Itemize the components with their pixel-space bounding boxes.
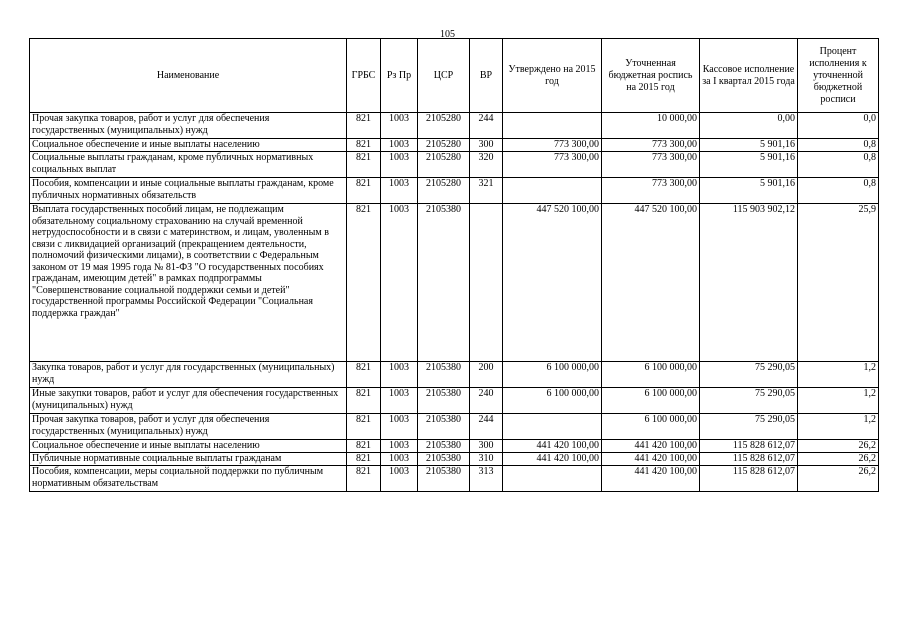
cell-rzpr: 1003 [381, 440, 418, 453]
table-row [30, 466, 879, 492]
cell-refined: 6 100 000,00 [602, 388, 700, 414]
cell-percent: 1,2 [798, 388, 879, 414]
table-row [30, 178, 879, 204]
cell-cash: 75 290,05 [700, 362, 798, 388]
cell-csr: 2105380 [418, 362, 470, 388]
cell-approved: 441 420 100,00 [503, 440, 602, 453]
cell-approved [503, 178, 602, 204]
cell-refined: 6 100 000,00 [602, 414, 700, 440]
header-csr: ЦСР [418, 39, 470, 113]
table-row [30, 440, 879, 453]
cell-cash: 115 828 612,07 [700, 453, 798, 466]
cell-csr: 2105280 [418, 152, 470, 178]
cell-grbs: 821 [347, 362, 381, 388]
cell-percent: 1,2 [798, 414, 879, 440]
cell-vr: 321 [470, 178, 503, 204]
cell-percent: 0,8 [798, 139, 879, 152]
cell-vr: 244 [470, 414, 503, 440]
header-rzpr: Рз Пр [381, 39, 418, 113]
cell-vr: 313 [470, 466, 503, 492]
cell-cash: 115 903 902,12 [700, 204, 798, 362]
header-row [30, 39, 879, 113]
header-name: Наименование [30, 39, 347, 113]
cell-cash: 115 828 612,07 [700, 440, 798, 453]
cell-cash: 75 290,05 [700, 414, 798, 440]
cell-rzpr: 1003 [381, 362, 418, 388]
header-cash: Кассовое исполнение за I квартал 2015 года [700, 39, 798, 113]
cell-rzpr: 1003 [381, 152, 418, 178]
cell-refined: 6 100 000,00 [602, 362, 700, 388]
cell-rzpr: 1003 [381, 139, 418, 152]
cell-approved [503, 466, 602, 492]
cell-refined: 10 000,00 [602, 113, 700, 139]
cell-vr: 310 [470, 453, 503, 466]
cell-refined: 773 300,00 [602, 178, 700, 204]
cell-rzpr: 1003 [381, 453, 418, 466]
cell-refined: 441 420 100,00 [602, 453, 700, 466]
cell-grbs: 821 [347, 113, 381, 139]
table-row [30, 414, 879, 440]
cell-name: Социальные выплаты гражданам, кроме публичных нормативных социальных выплат [30, 152, 347, 178]
cell-vr: 244 [470, 113, 503, 139]
cell-name: Прочая закупка товаров, работ и услуг для обеспечения государственных (муниципальных) нужд [30, 113, 347, 139]
cell-refined: 773 300,00 [602, 152, 700, 178]
cell-name: Социальное обеспечение и иные выплаты населению [30, 440, 347, 453]
cell-refined: 447 520 100,00 [602, 204, 700, 362]
header-percent: Процент исполнения к уточненной бюджетной росписи [798, 39, 879, 113]
cell-cash: 5 901,16 [700, 178, 798, 204]
table-row [30, 388, 879, 414]
cell-grbs: 821 [347, 414, 381, 440]
budget-table [29, 38, 879, 492]
cell-cash: 75 290,05 [700, 388, 798, 414]
cell-approved: 441 420 100,00 [503, 453, 602, 466]
cell-name: Публичные нормативные социальные выплаты гражданам [30, 453, 347, 466]
table-row [30, 362, 879, 388]
cell-vr: 200 [470, 362, 503, 388]
table-row [30, 139, 879, 152]
table-row [30, 453, 879, 466]
cell-vr: 300 [470, 139, 503, 152]
cell-csr: 2105380 [418, 466, 470, 492]
cell-cash: 5 901,16 [700, 152, 798, 178]
cell-cash: 5 901,16 [700, 139, 798, 152]
cell-vr: 300 [470, 440, 503, 453]
cell-csr: 2105380 [418, 440, 470, 453]
cell-approved: 773 300,00 [503, 152, 602, 178]
cell-percent: 25,9 [798, 204, 879, 362]
cell-grbs: 821 [347, 178, 381, 204]
cell-percent: 0,8 [798, 152, 879, 178]
cell-name: Иные закупки товаров, работ и услуг для обеспечения государственных (муниципальных) нужд [30, 388, 347, 414]
cell-rzpr: 1003 [381, 388, 418, 414]
cell-vr [470, 204, 503, 362]
cell-name: Пособия, компенсации, меры социальной поддержки по публичным нормативным обязательствам [30, 466, 347, 492]
cell-grbs: 821 [347, 453, 381, 466]
cell-csr: 2105280 [418, 178, 470, 204]
table-row [30, 204, 879, 362]
cell-rzpr: 1003 [381, 414, 418, 440]
cell-csr: 2105280 [418, 113, 470, 139]
cell-percent: 26,2 [798, 466, 879, 492]
cell-rzpr: 1003 [381, 466, 418, 492]
cell-name: Социальное обеспечение и иные выплаты населению [30, 139, 347, 152]
cell-csr: 2105380 [418, 453, 470, 466]
cell-refined: 773 300,00 [602, 139, 700, 152]
cell-grbs: 821 [347, 152, 381, 178]
cell-csr: 2105280 [418, 139, 470, 152]
cell-csr: 2105380 [418, 204, 470, 362]
cell-percent: 1,2 [798, 362, 879, 388]
cell-approved: 6 100 000,00 [503, 388, 602, 414]
cell-cash: 115 828 612,07 [700, 466, 798, 492]
cell-percent: 0,8 [798, 178, 879, 204]
cell-grbs: 821 [347, 388, 381, 414]
cell-refined: 441 420 100,00 [602, 440, 700, 453]
table-body [30, 113, 879, 492]
cell-name: Прочая закупка товаров, работ и услуг для обеспечения государственных (муниципальных) нужд [30, 414, 347, 440]
cell-approved [503, 113, 602, 139]
table-row [30, 152, 879, 178]
cell-approved: 6 100 000,00 [503, 362, 602, 388]
cell-approved: 773 300,00 [503, 139, 602, 152]
cell-vr: 320 [470, 152, 503, 178]
cell-name: Выплата государственных пособий лицам, не подлежащим обязательному социальному страхованию на случай временной нетрудоспособности и в связи с материнством, и лицам, уволенным в связи с ликвидацией организаций (прекращением деятельности, полномочий физическими лицами), в соответствии с Федеральным законом от 19 мая 1995 года № 81-ФЗ "О государственных пособиях гражданам, имеющим детей" в рамках подпрограммы "Совершенствование социальной поддержки семьи и детей" государственной программы Российской Федерации "Социальная поддержка граждан" [30, 204, 347, 362]
cell-name: Закупка товаров, работ и услуг для государственных (муниципальных) нужд [30, 362, 347, 388]
cell-cash: 0,00 [700, 113, 798, 139]
cell-rzpr: 1003 [381, 113, 418, 139]
header-approved: Утверждено на 2015 год [503, 39, 602, 113]
cell-grbs: 821 [347, 440, 381, 453]
cell-vr: 240 [470, 388, 503, 414]
cell-percent: 26,2 [798, 440, 879, 453]
page-number: 105 [440, 29, 455, 40]
cell-percent: 0,0 [798, 113, 879, 139]
cell-grbs: 821 [347, 204, 381, 362]
cell-approved: 447 520 100,00 [503, 204, 602, 362]
header-vr: ВР [470, 39, 503, 113]
cell-csr: 2105380 [418, 414, 470, 440]
cell-rzpr: 1003 [381, 204, 418, 362]
cell-csr: 2105380 [418, 388, 470, 414]
header-grbs: ГРБС [347, 39, 381, 113]
table-row [30, 113, 879, 139]
cell-rzpr: 1003 [381, 178, 418, 204]
cell-refined: 441 420 100,00 [602, 466, 700, 492]
cell-grbs: 821 [347, 139, 381, 152]
cell-grbs: 821 [347, 466, 381, 492]
cell-percent: 26,2 [798, 453, 879, 466]
cell-name: Пособия, компенсации и иные социальные выплаты гражданам, кроме публичных нормативных обязательств [30, 178, 347, 204]
header-refined: Уточненная бюджетная роспись на 2015 год [602, 39, 700, 113]
cell-approved [503, 414, 602, 440]
